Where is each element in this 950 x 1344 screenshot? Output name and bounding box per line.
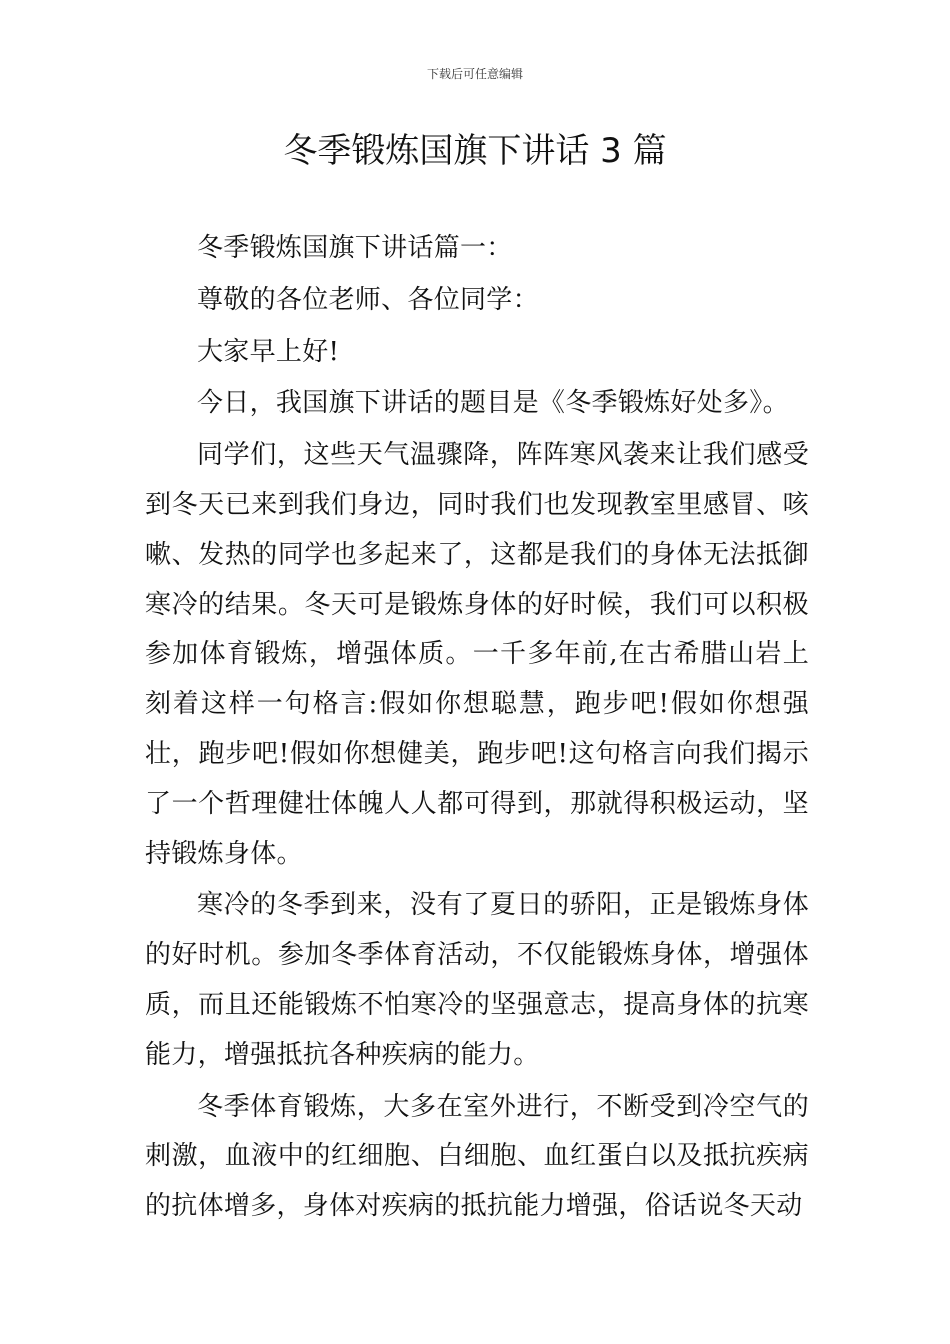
paragraph-section-heading: 冬季锻炼国旗下讲话篇一： <box>197 233 513 263</box>
paragraph-body-3: 冬季体育锻炼，大多在室外进行，不断受到冷空气的刺激，血液中的红细胞、白细胞、血红蛋白以及抵抗疾病的抗体增多，身体对疾病的抵抗能力增强，俗话说冬天动 <box>145 1091 809 1222</box>
paragraph-topic: 今日，我国旗下讲话的题目是《冬季锻炼好处多》。 <box>197 388 789 419</box>
document-body <box>145 224 809 1234</box>
paragraph-salutation: 尊敬的各位老师、各位同学： <box>197 284 539 315</box>
page-header-note: 下载后可任意编辑 <box>426 67 523 81</box>
document-title: 冬季锻炼国旗下讲话 3 篇 <box>283 131 667 171</box>
paragraph-body-1: 同学们，这些天气温骤降，阵阵寒风袭来让我们感受到冬天已来到我们身边，同时我们也发现教室里感冒、咳嗽、发热的同学也多起来了，这都是我们的身体无法抵御寒冷的结果。冬天可是锻炼身体的好时候，我们可以积极参加体育锻炼，增强体质。一千多年前,在古希腊山岩上刻着这样一句格言:假如你想聪慧，跑步吧!假如你想强壮，跑步吧!假如你想健美，跑步吧!这句格言向我们揭示了一个哲理健壮体魄人人都可得到，那就得积极运动，坚持锻炼身体。 <box>145 440 809 869</box>
paragraph-greeting: 大家早上好! <box>197 336 340 367</box>
paragraph-body-2: 寒冷的冬季到来，没有了夏日的骄阳，正是锻炼身体的好时机。参加冬季体育活动，不仅能锻炼身体，增强体质，而且还能锻炼不怕寒冷的坚强意志，提高身体的抗寒能力，增强抵抗各种疾病的能力。 <box>145 890 809 1070</box>
